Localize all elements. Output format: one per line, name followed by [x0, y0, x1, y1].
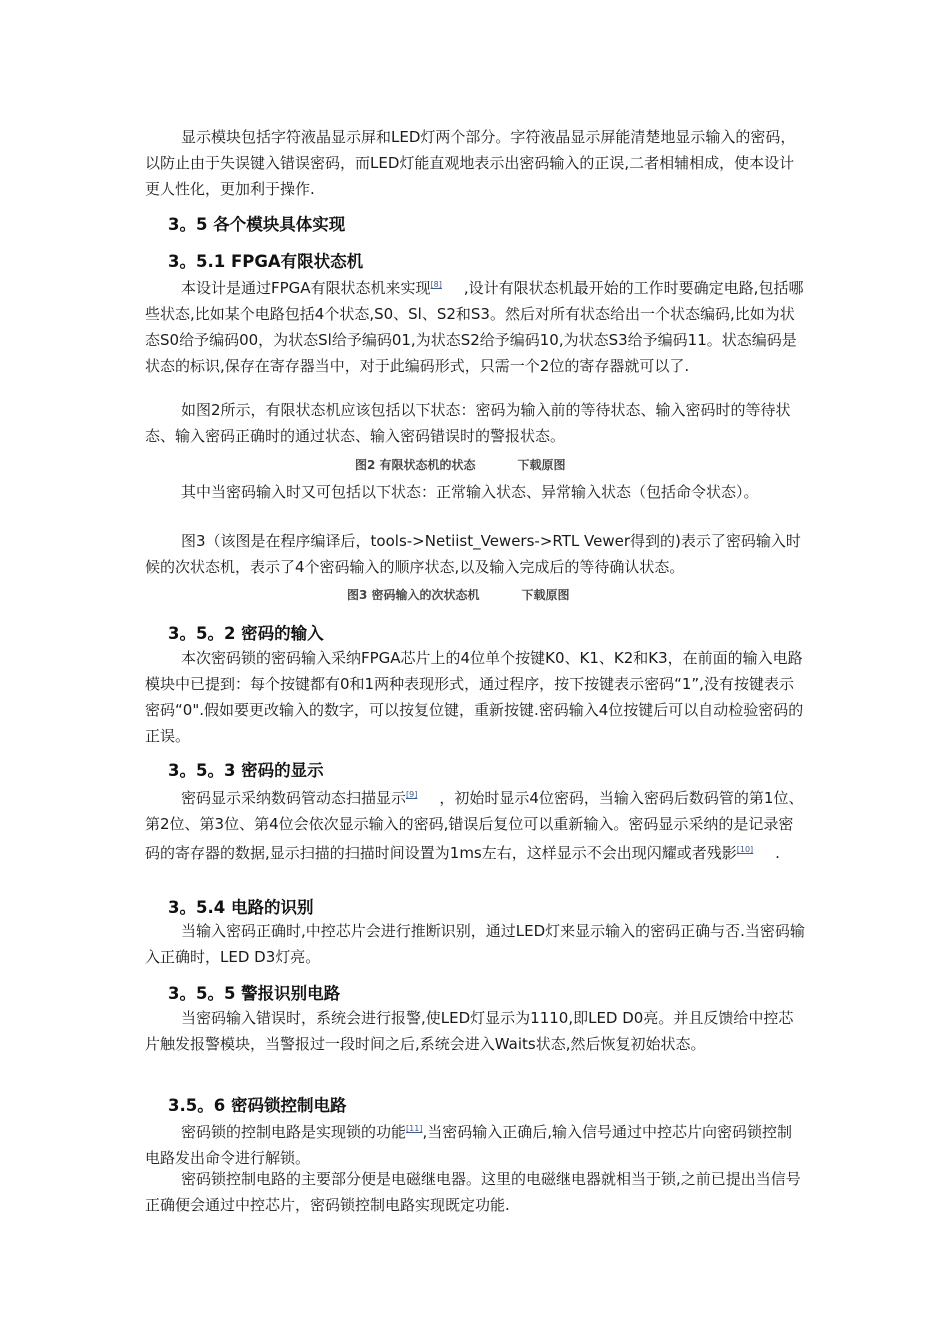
paragraph-fsm-intro: 本设计是通过FPGA有限状态机来实现[8] ,设计有限状态机最开始的工作时要确定电路,包括哪些状态,比如某个电路包括4个状态,S0、Sl、S2和S3。然后对所有状态给出一个状态编码,比如为状态S0给予编码00，为状态Sl给予编码01,为状态S2给予编码10,为状态S3给予编码11。状态编码是状态的标识,保存在寄存器当中，对于此编码形式，只需一个2位的寄存器就可以了. — [145, 279, 804, 375]
heading-3-5-3: 3。5。3 密码的显示 — [168, 761, 324, 780]
paragraph-relay: 密码锁控制电路的主要部分便是电磁继电器。这里的电磁继电器就相当于锁,之前已提出当信号正确便会通过中控芯片，密码锁控制电路实现既定功能. — [145, 1170, 801, 1214]
heading-3-5-6: 3.5。6 密码锁控制电路 — [168, 1096, 347, 1115]
reference-link-9[interactable]: [9] — [406, 790, 418, 799]
heading-3-5-5: 3。5。5 警报识别电路 — [168, 984, 341, 1003]
figure-3-caption — [347, 586, 570, 604]
paragraph-circuit-recognition: 当输入密码正确时,中控芯片会进行推断识别，通过LED灯来显示输入的密码正确与否.当密码输入正确时，LED D3灯亮。 — [145, 922, 805, 966]
paragraph-input-states: 其中当密码输入时又可包括以下状态：正常输入状态、异常输入状态（包括命令状态）。 — [181, 483, 759, 501]
reference-link-8[interactable]: [8] — [430, 280, 442, 289]
reference-link-11[interactable]: [11] — [406, 1124, 423, 1133]
paragraph-lock-control: 密码锁的控制电路是实现锁的功能[11],当密码输入正确后,输入信号通过中控芯片向密码锁控制电路发出命令进行解锁。 — [145, 1123, 792, 1167]
heading-3-5-2: 3。5。2 密码的输入 — [168, 624, 324, 643]
paragraph-display-module: 显示模块包括字符液晶显示屏和LED灯两个部分。字符液晶显示屏能清楚地显示输入的密码，以防止由于失误键入错误密码，而LED灯能直观地表示出密码输入的正误,二者相辅相成，使本设计更人性化，更加利于操作. — [145, 128, 796, 198]
figure-2-title: 图2 有限状态机的状态 — [355, 458, 476, 472]
paragraph-alarm-circuit: 当密码输入错误时，系统会进行报警,使LED灯显示为1110,即LED D0亮。并且反馈给中控芯片触发报警模块，当警报过一段时间之后,系统会进入Waits状态,然后恢复初始状态。 — [145, 1009, 794, 1053]
heading-3-5: 3。5 各个模块具体实现 — [168, 215, 346, 234]
download-original-link[interactable]: 下载原图 — [517, 458, 566, 472]
paragraph-password-display: 密码显示采纳数码管动态扫描显示[9] ，初始时显示4位密码，当输入密码后数码管的第1位、第2位、第3位、第4位会依次显示输入的密码,错误后复位可以重新输入。密码显示采纳的是记录密码的寄存器的数据,显示扫描的扫描时间设置为1ms左右，这样显示不会出现闪耀或者残影[10] . — [145, 789, 804, 862]
figure-2-caption — [355, 456, 566, 474]
paragraph-figure-3-desc: 图3（该图是在程序编译后，tools->Netiist_Vewers->RTL Vewer得到的)表示了密码输入时候的次状态机，表示了4个密码输入的顺序状态,以及输入完成后的等待确认状态。 — [145, 532, 801, 576]
heading-3-5-1: 3。5.1 FPGA有限状态机 — [168, 252, 364, 271]
reference-link-10[interactable]: [10] — [736, 845, 754, 854]
paragraph-fsm-states: 如图2所示，有限状态机应该包括以下状态：密码为输入前的等待状态、输入密码时的等待状态、输入密码正确时的通过状态、输入密码错误时的警报状态。 — [145, 401, 791, 445]
paragraph-password-input: 本次密码锁的密码输入采纳FPGA芯片上的4位单个按键K0、K1、K2和K3，在前面的输入电路模块中已提到：每个按键都有0和1两种表现形式，通过程序，按下按键表示密码“1”,没有按键表示密码“0".假如要更改输入的数字，可以按复位键，重新按键.密码输入4位按键后可以自动检验密码的正误。 — [145, 649, 804, 745]
download-original-link[interactable]: 下载原图 — [521, 588, 570, 602]
heading-3-5-4: 3。5.4 电路的识别 — [168, 898, 314, 917]
figure-3-title: 图3 密码输入的次状态机 — [347, 588, 480, 602]
